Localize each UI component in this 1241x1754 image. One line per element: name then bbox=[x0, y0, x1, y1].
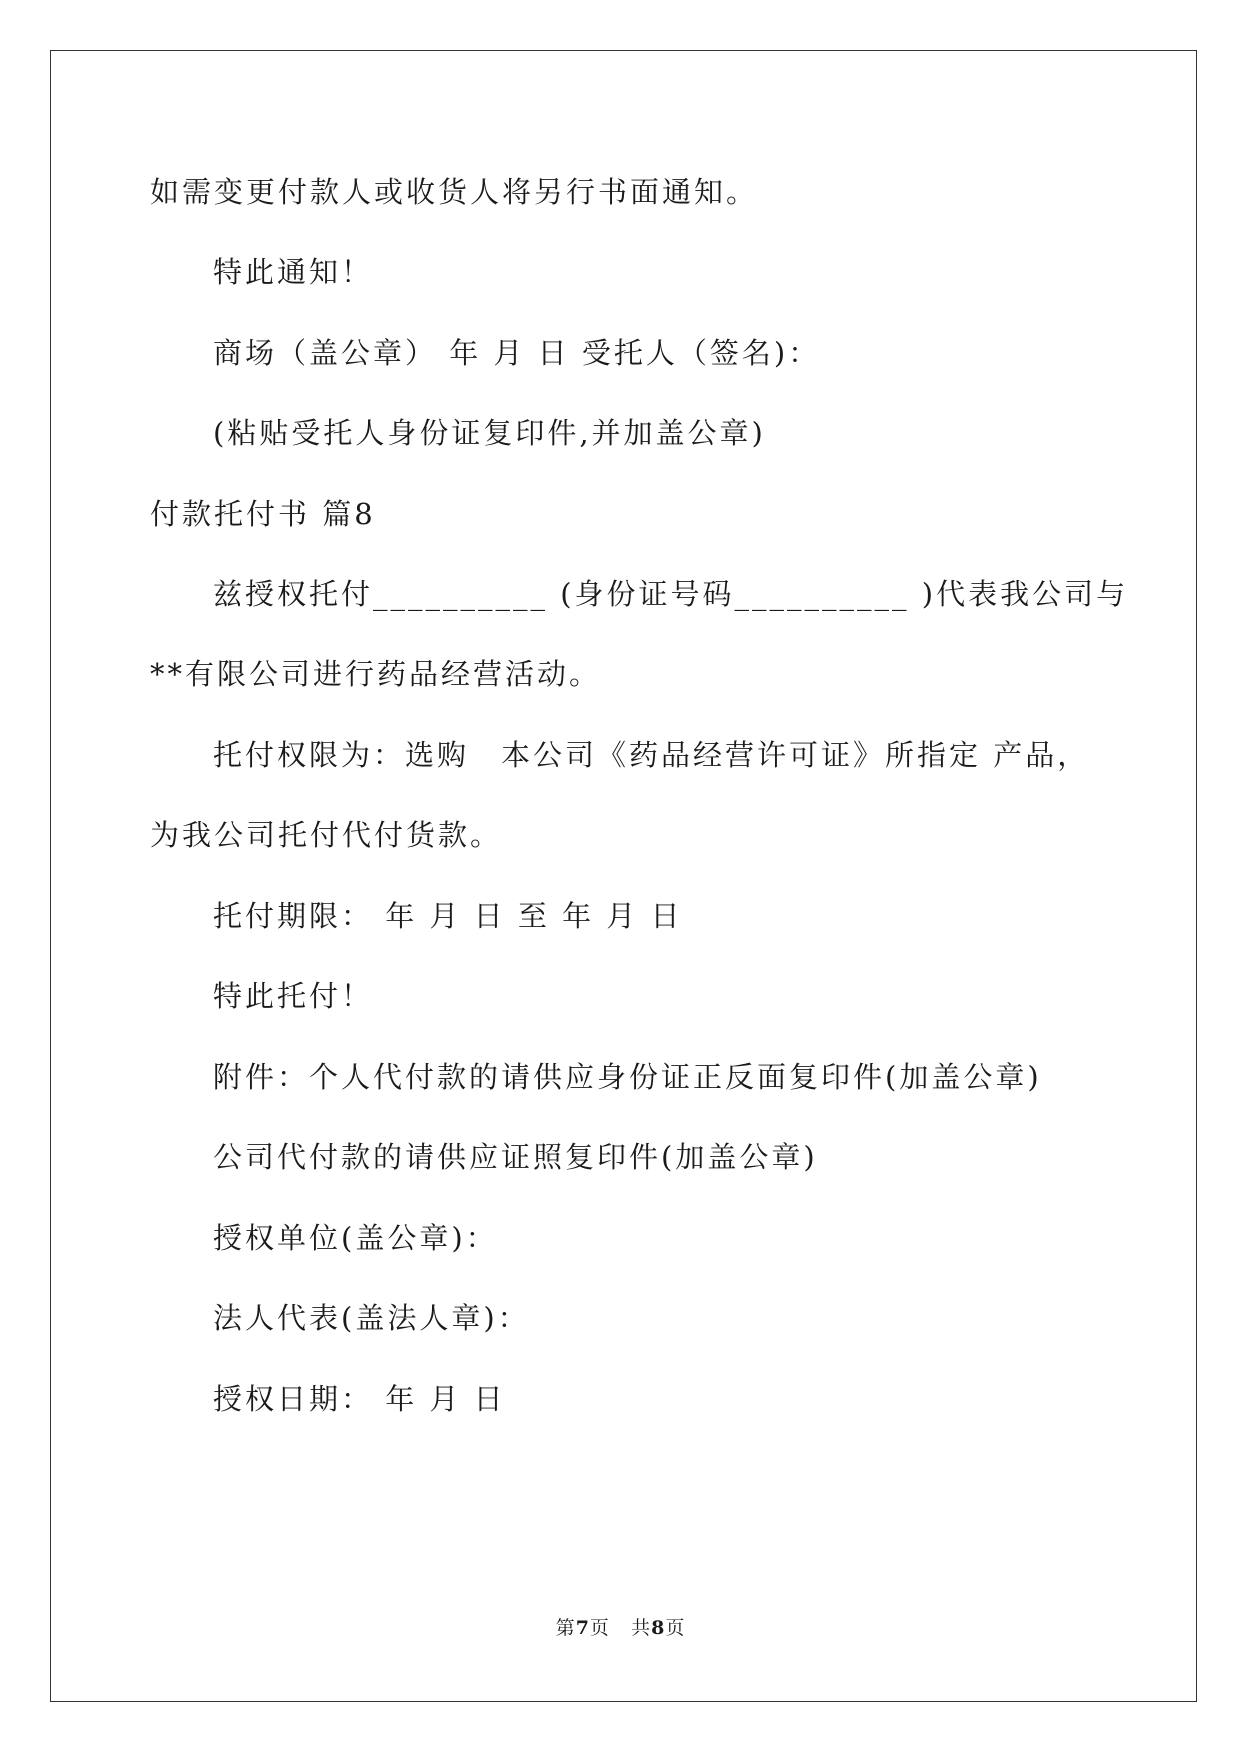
text-line-auth-date: 授权日期： 年 月 日 bbox=[213, 1382, 506, 1416]
footer-total-suffix: 页 bbox=[665, 1617, 686, 1639]
text-line-authorization-cont: **有限公司进行药品经营活动。 bbox=[150, 657, 602, 691]
text-line-legal-rep: 法人代表(盖法人章)： bbox=[213, 1301, 530, 1335]
text-line-attachment-company: 公司代付款的请供应证照复印件(加盖公章) bbox=[213, 1140, 818, 1174]
text-line-scope: 托付权限为：选购 本公司《药品经营许可证》所指定 产品， bbox=[213, 738, 1090, 772]
footer-total-pages: 8 bbox=[651, 1617, 666, 1639]
page-border bbox=[50, 50, 1197, 1702]
text-line-change-notice: 如需变更付款人或收货人将另行书面通知。 bbox=[150, 175, 759, 209]
text-line-authorizing-unit: 授权单位(盖公章)： bbox=[213, 1221, 498, 1255]
footer-current-page: 7 bbox=[575, 1617, 590, 1639]
text-line-authorization: 兹授权托付__________ (身份证号码__________ )代表我公司与 bbox=[213, 577, 1129, 611]
text-line-term: 托付期限： 年 月 日 至 年 月 日 bbox=[213, 899, 683, 933]
text-line-id-copy: (粘贴受托人身份证复印件,并加盖公章) bbox=[213, 416, 766, 450]
text-line-scope-cont: 为我公司托付代付货款。 bbox=[150, 818, 503, 852]
text-line-mall-seal: 商场（盖公章） 年 月 日 受托人（签名)： bbox=[213, 336, 821, 370]
footer-total-prefix: 共 bbox=[631, 1617, 652, 1639]
text-line-closing: 特此托付！ bbox=[213, 979, 374, 1013]
page-footer bbox=[0, 1616, 1241, 1640]
text-line-notice-closing: 特此通知！ bbox=[213, 255, 374, 289]
footer-page-word: 页 bbox=[589, 1617, 610, 1639]
text-line-attachment-personal: 附件：个人代付款的请供应身份证正反面复印件(加盖公章) bbox=[213, 1060, 1042, 1094]
section-heading: 付款托付书 篇8 bbox=[150, 497, 376, 531]
footer-prefix: 第 bbox=[555, 1617, 576, 1639]
